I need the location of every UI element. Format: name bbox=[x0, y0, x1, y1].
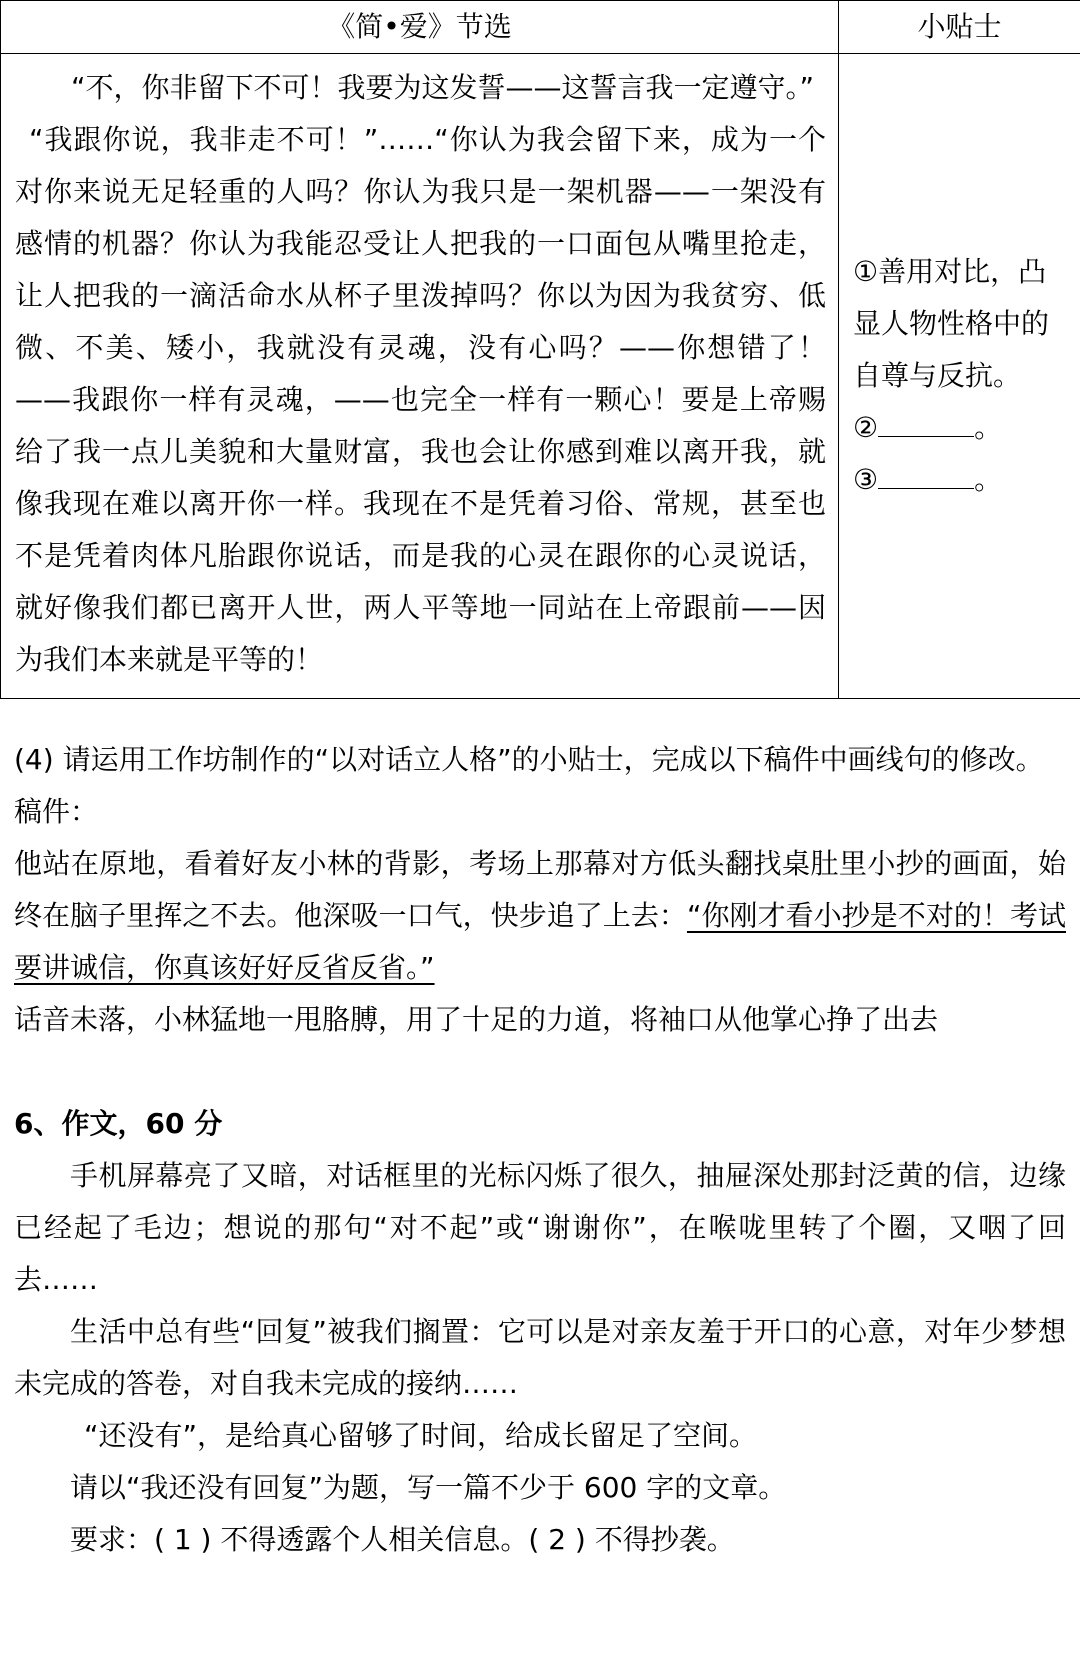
tip-3-number: ③ bbox=[853, 463, 879, 496]
draft-paragraph-1 bbox=[14, 838, 1066, 994]
passage-paragraph-2: “我跟你说，我非走不可！”……“你认为我会留下来，成为一个对你来说无足轻重的人吗？你认为我只是一架机器——一架没有感情的机器？你认为我能忍受让人把我的一口面包从嘴里抢走，让人把我的一滴活命水从杯子里泼掉吗？你以为因为我贫穷、低微、不美、矮小，我就没有灵魂，没有心吗？——你想错了！——我跟你一样有灵魂，——也完全一样有一颗心！要是上帝赐给了我一点儿美貌和大量财富，我也会让你感到难以离开我，就像我现在难以离开你一样。我现在不是凭着习俗、常规，甚至也不是凭着肉体凡胎跟你说话，而是我的心灵在跟你的心灵说话，就好像我们都已离开人世，两人平等地一同站在上帝跟前——因为我们本来就是平等的！ bbox=[15, 123, 826, 676]
tip-3-blank bbox=[878, 454, 974, 489]
tip-2-number: ② bbox=[853, 411, 879, 444]
passage-paragraph-1: “不，你非留下不可！我要为这发誓——这誓言我一定遵守。” bbox=[71, 71, 815, 104]
draft-underlined-sentence: “你刚才看小抄是不对的！考试要讲诚信，你真该好好反省反省。” bbox=[14, 899, 1066, 984]
tip-2 bbox=[853, 402, 1070, 454]
draft-paragraph-2: 话音未落，小林猛地一甩胳膊，用了十足的力道，将袖口从他掌心挣了出去 bbox=[14, 1003, 939, 1036]
draft-text: 他站在原地，看着好友小林的背影，考场上那幕对方低头翻找桌肚里小抄的画面，始终在脑子里挥之不去。他深吸一口气，快步追了上去： bbox=[14, 847, 1066, 932]
essay-paragraph-4: 请以“我还没有回复”为题，写一篇不少于 600 字的文章。 bbox=[70, 1471, 787, 1504]
essay-title: 6、作文，60 分 bbox=[14, 1107, 223, 1140]
tip-3-period: 。 bbox=[974, 463, 1003, 496]
draft-label: 稿件： bbox=[14, 795, 99, 828]
passage-title: 《简•爱》节选 bbox=[1, 1, 839, 54]
essay-paragraph-1: 手机屏幕亮了又暗，对话框里的光标闪烁了很久，抽屉深处那封泛黄的信，边缘已经起了毛边；想说的那句“对不起”或“谢谢你”，在喉咙里转了个圈，又咽了回去…… bbox=[14, 1159, 1066, 1296]
essay-paragraph-3: “还没有”，是给真心留够了时间，给成长留足了空间。 bbox=[84, 1419, 758, 1452]
tip-3 bbox=[853, 454, 1070, 506]
essay-paragraph-2: 生活中总有些“回复”被我们搁置：它可以是对亲友羞于开口的心意，对年少梦想未完成的答卷，对自我未完成的接纳…… bbox=[14, 1315, 1066, 1400]
content-body bbox=[14, 734, 1066, 1566]
passage-text-cell bbox=[1, 54, 839, 699]
question-4-prompt: (4) 请运用工作坊制作的“以对话立人格”的小贴士，完成以下稿件中画线句的修改。 bbox=[14, 743, 1044, 776]
tips-title: 小贴士 bbox=[839, 1, 1080, 54]
tip-2-period: 。 bbox=[974, 411, 1003, 444]
tip-1: ①善用对比，凸显人物性格中的自尊与反抗。 bbox=[853, 255, 1050, 392]
tips-cell bbox=[839, 54, 1080, 699]
passage-table bbox=[0, 0, 1080, 699]
tip-2-blank bbox=[878, 402, 974, 437]
essay-requirements: 要求：( 1 ) 不得透露个人相关信息。( 2 ) 不得抄袭。 bbox=[70, 1523, 735, 1556]
